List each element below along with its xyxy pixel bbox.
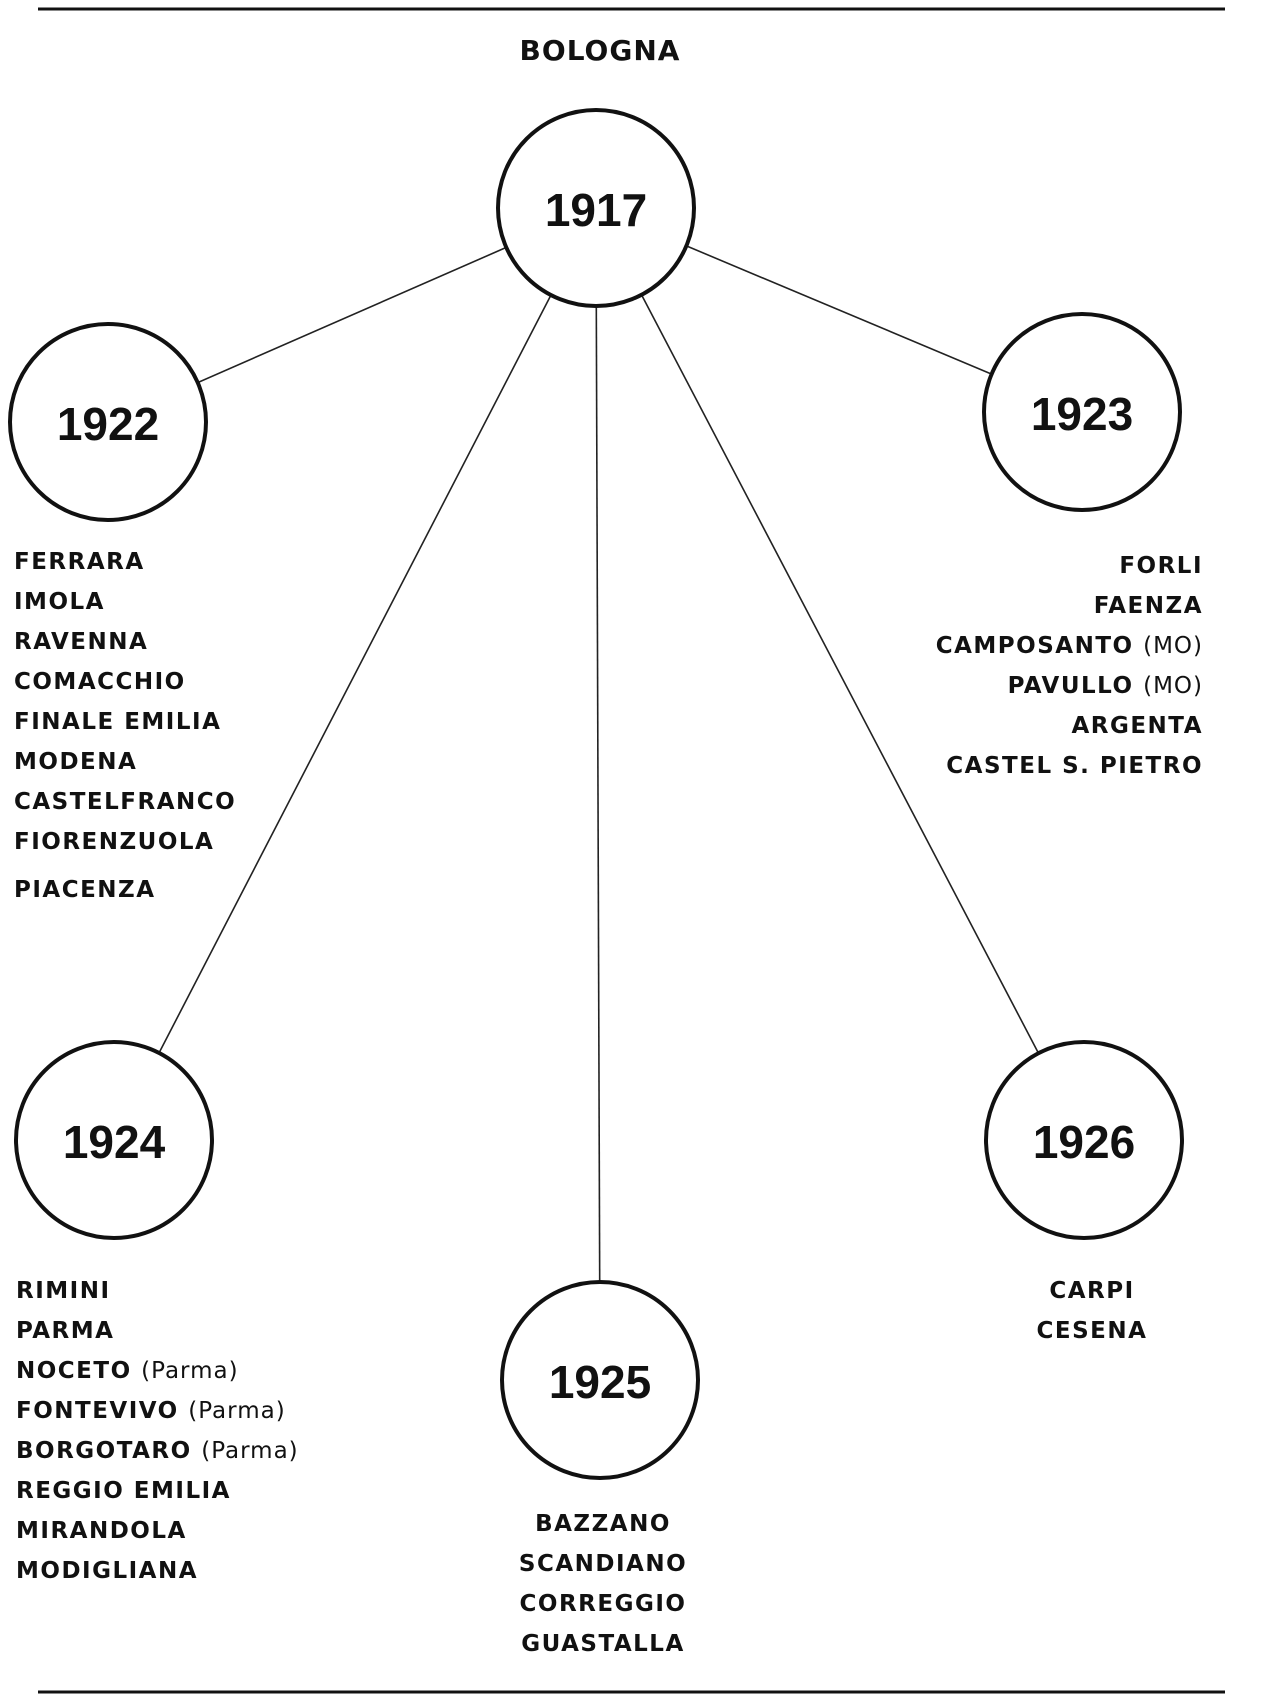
node-1924 [16, 1042, 212, 1238]
city-name: IMOLA [14, 589, 105, 615]
city-province-note: (MO) [1143, 673, 1203, 699]
city-item [14, 822, 236, 862]
node-year-1922: 1922 [56, 398, 160, 450]
edge-1917-1923 [686, 246, 991, 374]
city-name: BAZZANO [535, 1511, 671, 1537]
node-year-1923: 1923 [1030, 388, 1134, 440]
city-item [14, 702, 236, 742]
city-item [16, 1431, 299, 1471]
city-name: PAVULLO [1007, 673, 1134, 699]
city-item [403, 1624, 803, 1664]
city-name: FERRARA [14, 549, 145, 575]
city-item [14, 622, 236, 662]
city-item [16, 1511, 299, 1551]
city-list-1925 [403, 1504, 803, 1664]
city-name: REGGIO EMILIA [16, 1478, 231, 1504]
city-item [16, 1271, 299, 1311]
city-item [892, 1311, 1265, 1351]
node-year-1925: 1925 [548, 1356, 652, 1408]
city-name: CASTELFRANCO [14, 789, 237, 815]
node-1917 [498, 110, 694, 306]
diagram-title: BOLOGNA [519, 34, 681, 67]
city-item [403, 1544, 803, 1584]
city-name: NOCETO [16, 1358, 132, 1384]
edge-1917-1925 [596, 306, 599, 1282]
city-item [14, 782, 236, 822]
city-name: PIACENZA [14, 877, 156, 903]
city-name: COMACCHIO [14, 669, 186, 695]
city-item [403, 1504, 803, 1544]
city-item [892, 1271, 1265, 1311]
city-item [936, 626, 1203, 666]
city-name: FONTEVIVO [16, 1398, 179, 1424]
node-1926 [986, 1042, 1182, 1238]
city-name: FIORENZUOLA [14, 829, 215, 855]
city-name: CESENA [1036, 1318, 1148, 1344]
city-item [14, 662, 236, 702]
city-item [403, 1584, 803, 1624]
city-name: PARMA [16, 1318, 115, 1344]
node-year-1926: 1926 [1032, 1116, 1136, 1168]
city-name: RAVENNA [14, 629, 149, 655]
city-name: CASTEL S. PIETRO [946, 753, 1203, 779]
edges-layer [159, 246, 1039, 1282]
city-item [16, 1311, 299, 1351]
city-item [936, 666, 1203, 706]
city-list-1926 [892, 1271, 1265, 1351]
city-province-note: (Parma) [201, 1438, 299, 1464]
city-name: FINALE EMILIA [14, 709, 222, 735]
city-name: BORGOTARO [16, 1438, 192, 1464]
node-year-1924: 1924 [62, 1116, 166, 1168]
city-name: RIMINI [16, 1278, 111, 1304]
city-name: FORLI [1119, 553, 1203, 579]
city-item [936, 706, 1203, 746]
city-name: SCANDIANO [518, 1551, 688, 1577]
city-item [16, 1351, 299, 1391]
city-name: MIRANDOLA [16, 1518, 187, 1544]
city-list-1924 [16, 1271, 299, 1591]
city-name: FAENZA [1093, 593, 1203, 619]
city-list-1922 [14, 542, 236, 910]
city-name: CAMPOSANTO [935, 633, 1134, 659]
city-item [936, 586, 1203, 626]
node-1925 [502, 1282, 698, 1478]
node-1922 [10, 324, 206, 520]
city-name: ARGENTA [1071, 713, 1203, 739]
city-list-1923 [936, 546, 1203, 786]
city-name: MODIGLIANA [16, 1558, 199, 1584]
edge-1917-1922 [198, 247, 507, 382]
node-1923 [984, 314, 1180, 510]
city-item [936, 746, 1203, 786]
city-name: CARPI [1049, 1278, 1135, 1304]
city-item [936, 546, 1203, 586]
city-province-note: (MO) [1143, 633, 1203, 659]
city-item [16, 1471, 299, 1511]
city-item [14, 582, 236, 622]
city-item [16, 1551, 299, 1591]
city-item [14, 742, 236, 782]
city-name: MODENA [14, 749, 138, 775]
city-item [14, 542, 236, 582]
city-province-note: (Parma) [141, 1358, 239, 1384]
city-item [14, 870, 236, 910]
city-item [16, 1391, 299, 1431]
city-name: GUASTALLA [521, 1631, 685, 1657]
city-name: CORREGGIO [519, 1591, 687, 1617]
city-province-note: (Parma) [188, 1398, 286, 1424]
node-year-1917: 1917 [544, 184, 648, 236]
